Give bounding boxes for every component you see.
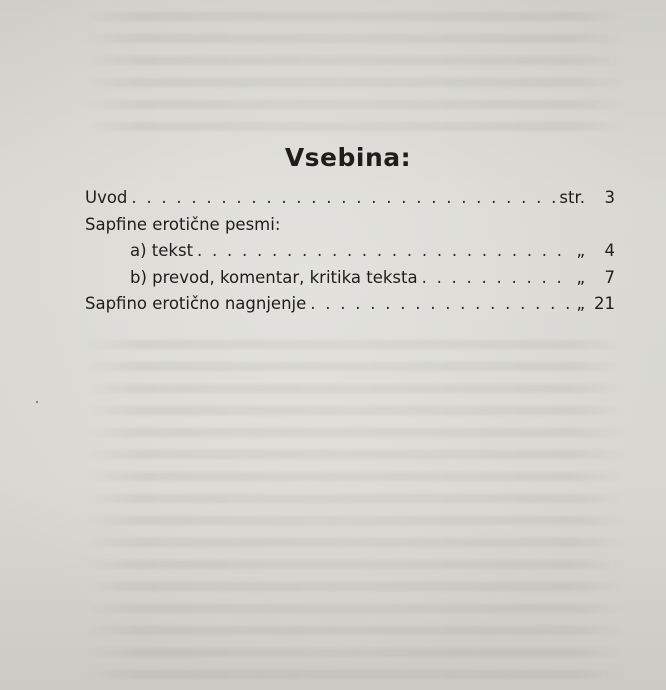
bleed-through-line <box>85 122 625 131</box>
bleed-through-line <box>85 560 625 569</box>
table-of-contents <box>85 188 615 321</box>
toc-entry-label: Sapfine erotične pesmi: <box>85 214 281 234</box>
toc-page-prefix: str. <box>559 188 585 207</box>
toc-entry-uvod <box>85 188 615 215</box>
bleed-through-line <box>85 428 625 437</box>
bleed-through-line <box>85 648 625 657</box>
bleed-through-line <box>85 384 625 393</box>
bleed-through-line <box>85 450 625 459</box>
toc-entry-tekst <box>85 241 615 268</box>
toc-entry-sapfino-nagnjenje <box>85 294 615 321</box>
bleed-through-line <box>85 670 625 679</box>
paper-speck <box>36 401 38 403</box>
toc-page-prefix: „ <box>576 267 585 287</box>
bleed-through-line <box>85 494 625 503</box>
bleed-through-line <box>85 626 625 635</box>
toc-page-prefix: „ <box>576 241 585 260</box>
toc-entry-prevod <box>85 268 615 295</box>
bleed-through-line <box>85 472 625 481</box>
bleed-through-line <box>85 516 625 525</box>
dot-leader <box>310 294 572 313</box>
bleed-through-line <box>85 582 625 591</box>
toc-entry-label: Sapfino erotično nagnjenje <box>85 294 307 313</box>
dot-leader <box>422 268 573 287</box>
bleed-through-line <box>85 538 625 547</box>
toc-page-prefix: „ <box>576 294 585 313</box>
toc-page-number: 4 <box>604 241 615 260</box>
toc-page-number: 21 <box>594 294 615 313</box>
page-title: Vsebina: <box>284 143 412 172</box>
bleed-through-line <box>85 340 625 349</box>
bleed-through-line <box>85 12 625 21</box>
toc-entry-sapfine-eroticne-pesmi <box>85 215 615 242</box>
bleed-through-line <box>85 100 625 109</box>
toc-page-number: 7 <box>604 267 615 287</box>
bleed-through-line <box>85 362 625 371</box>
dot-leader <box>131 188 555 207</box>
toc-entry-label: Uvod <box>85 188 128 207</box>
toc-page-number: 3 <box>604 188 615 207</box>
bleed-through-line <box>85 78 625 87</box>
bleed-through-line <box>85 56 625 65</box>
bleed-through-line <box>85 604 625 613</box>
bleed-through-line <box>85 406 625 415</box>
toc-entry-label: a) tekst <box>130 241 194 260</box>
toc-entry-label: b) prevod, komentar, kritika teksta <box>130 267 418 287</box>
dot-leader <box>197 241 572 260</box>
bleed-through-line <box>85 34 625 43</box>
